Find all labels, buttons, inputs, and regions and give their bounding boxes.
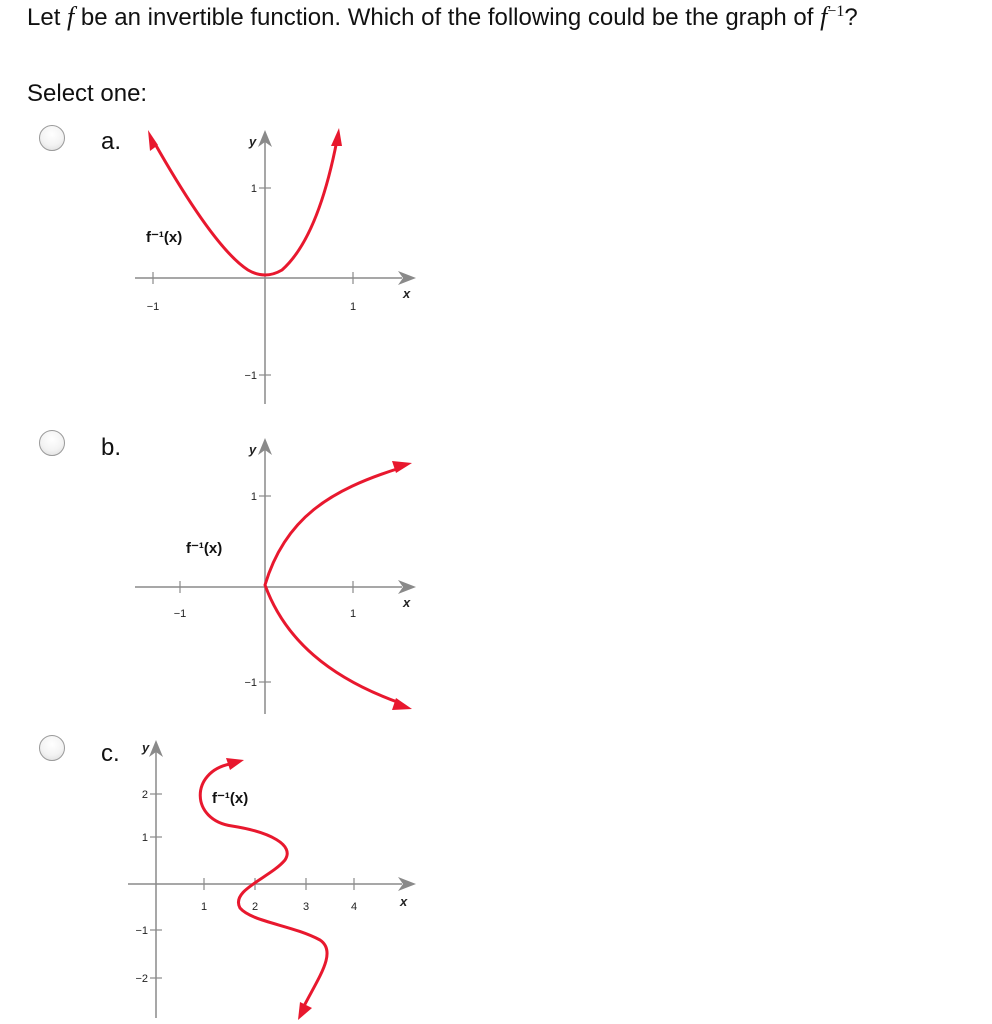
x-tick-label: −1	[173, 608, 187, 620]
curve-label: f⁻¹(x)	[212, 790, 249, 807]
option-b-radio[interactable]	[39, 430, 65, 456]
x-tick-label: 1	[349, 608, 357, 620]
curve-label: f⁻¹(x)	[146, 229, 183, 246]
y-axis-label: y	[249, 134, 257, 149]
question-prefix: Let	[27, 4, 68, 31]
function-symbol: f	[67, 2, 75, 31]
question-text	[27, 2, 858, 32]
y-tick-label: −1	[244, 370, 257, 382]
select-one-label: Select one:	[27, 80, 148, 107]
curve-arrow-top	[226, 758, 244, 770]
option-c-radio[interactable]	[39, 735, 65, 761]
x-tick-label: 3	[302, 901, 310, 913]
y-tick-label: 2	[141, 789, 148, 801]
inverse-function-curve	[265, 468, 400, 703]
option-b-letter: b.	[101, 434, 122, 461]
option-a-letter: a.	[101, 128, 122, 155]
inverse-function-curve	[154, 140, 337, 275]
x-axis-label: x	[400, 894, 408, 909]
x-tick-label: −1	[146, 301, 160, 313]
y-tick-label: −2	[135, 973, 148, 985]
curve-arrow-bottom	[298, 1002, 312, 1020]
y-tick-label: 1	[141, 832, 148, 844]
inverse-function-symbol: f	[820, 2, 828, 31]
y-tick-label: 1	[250, 183, 257, 195]
curve-arrow-top	[392, 461, 412, 473]
x-axis-label: x	[403, 595, 411, 610]
question-mark: ?	[844, 4, 858, 31]
option-a-graph[interactable]	[130, 120, 430, 410]
option-c-graph[interactable]	[120, 730, 420, 1022]
x-tick-label: 1	[349, 301, 357, 313]
question-body: be an invertible function. Which of the following could be the graph of	[74, 4, 821, 31]
y-tick-label: −1	[244, 677, 257, 689]
x-axis-label: x	[403, 286, 411, 301]
y-tick-label: −1	[135, 925, 148, 937]
x-tick-label: 1	[200, 901, 208, 913]
option-a-radio[interactable]	[39, 125, 65, 151]
curve-arrow-right	[331, 128, 342, 146]
option-c-letter: c.	[101, 740, 120, 767]
y-axis-label: y	[249, 442, 257, 457]
y-axis-label: y	[142, 740, 150, 755]
curve-label: f⁻¹(x)	[186, 540, 223, 557]
y-tick-label: 1	[250, 491, 257, 503]
x-tick-label: 4	[350, 901, 358, 913]
inverse-exponent: −1	[827, 3, 845, 20]
option-b-graph[interactable]	[130, 428, 430, 720]
x-tick-label: 2	[251, 901, 259, 913]
